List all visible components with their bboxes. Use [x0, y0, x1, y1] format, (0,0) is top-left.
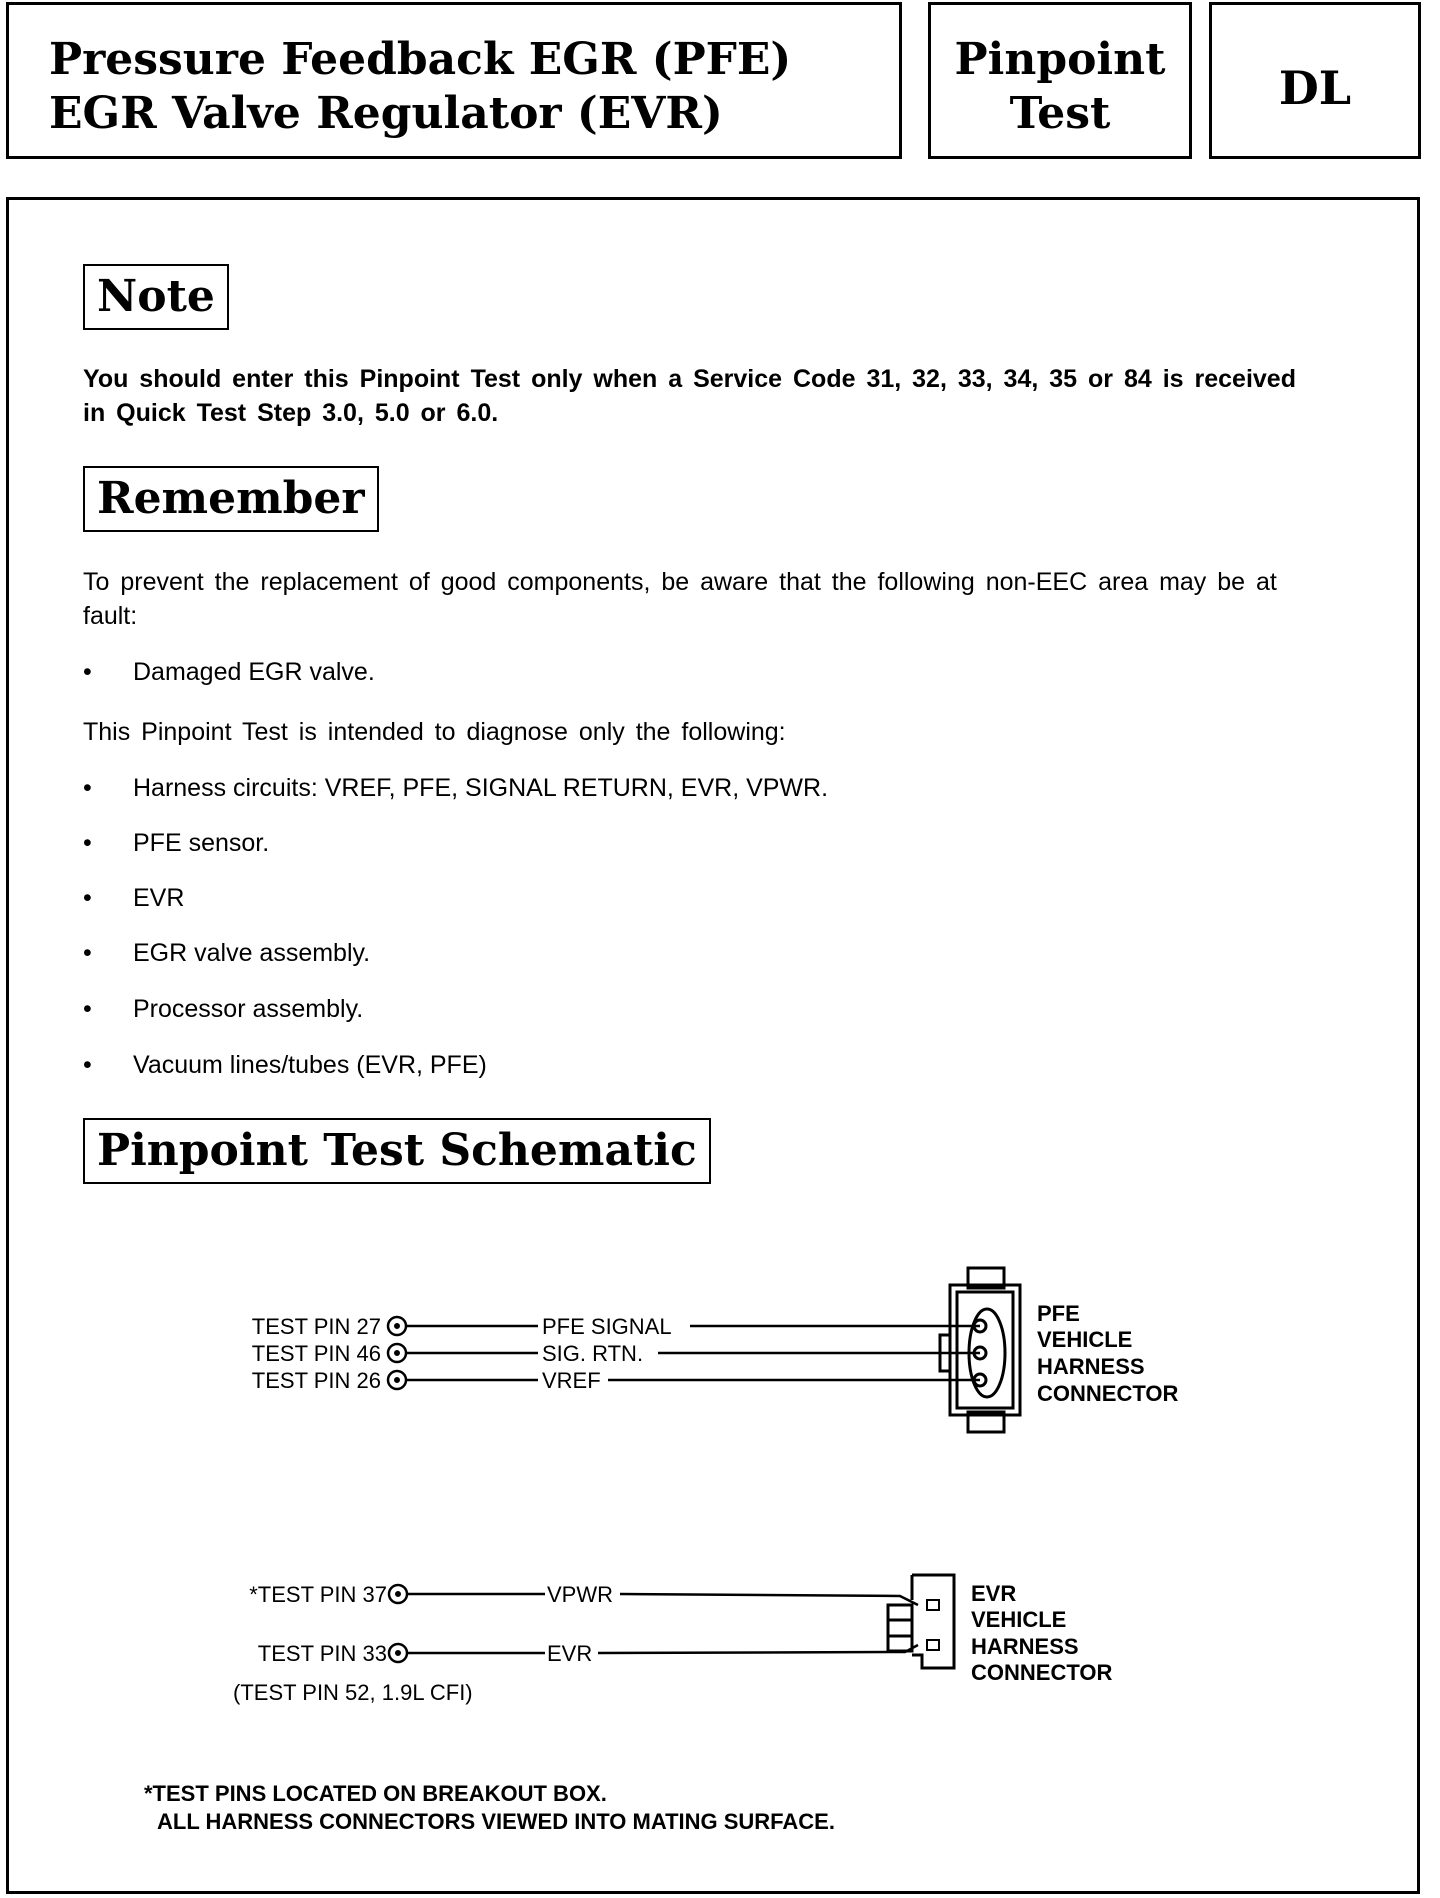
- remember-intro: To prevent the replacement of good components, be aware that the following non-EEC area may be at fault:: [83, 568, 1277, 630]
- pfe-pin-row: [252, 1341, 980, 1366]
- header-type-line2: Test: [1009, 88, 1111, 139]
- bullet-icon: •: [83, 658, 92, 686]
- evr-connector-label: HARNESS: [971, 1634, 1079, 1659]
- pfe-connector-label: VEHICLE: [1037, 1327, 1133, 1352]
- list-item: • Vacuum lines/tubes (EVR, PFE): [83, 1048, 487, 1082]
- bullet-icon: •: [83, 774, 92, 802]
- pfe-pin-row: [252, 1368, 980, 1393]
- signal-label: EVR: [547, 1641, 593, 1666]
- header-type-line1: Pinpoint: [954, 34, 1166, 85]
- evr-connector-label: EVR: [971, 1581, 1017, 1606]
- note-heading: Note: [83, 264, 229, 330]
- signal-label: PFE SIGNAL: [542, 1314, 672, 1339]
- pfe-connector-label: PFE: [1037, 1301, 1080, 1326]
- list-item: • Damaged EGR valve.: [83, 655, 375, 689]
- list-item: • Processor assembly.: [83, 992, 363, 1026]
- evr-pin-row: [258, 1641, 918, 1666]
- pin-label: TEST PIN 26: [251, 1368, 381, 1393]
- evr-pin-row: [249, 1582, 918, 1607]
- bullet-icon: •: [83, 884, 92, 912]
- signal-label: VREF: [542, 1368, 601, 1393]
- note-text: You should enter this Pinpoint Test only when a Service Code 31, 32, 33, 34, 35 or 84 is received in Quick Test Step 3.0, 5.0 or 6.0.: [83, 365, 1296, 427]
- pin-label: TEST PIN 33: [257, 1641, 387, 1666]
- pfe-connector-icon: [940, 1268, 1020, 1432]
- signal-label: SIG. RTN.: [542, 1341, 644, 1366]
- evr-connector-label: CONNECTOR: [971, 1660, 1113, 1685]
- pfe-connector-label: HARNESS: [1037, 1354, 1145, 1379]
- header-code: DL: [1278, 61, 1352, 115]
- pin-label: TEST PIN 46: [251, 1341, 381, 1366]
- diagnose-intro: This Pinpoint Test is intended to diagnose only the following:: [83, 718, 786, 746]
- footnote-line1: *TEST PINS LOCATED ON BREAKOUT BOX.: [144, 1781, 607, 1806]
- list-item: • EVR: [83, 881, 184, 915]
- schematic-heading: Pinpoint Test Schematic: [83, 1118, 711, 1184]
- list-item: • PFE sensor.: [83, 826, 269, 860]
- signal-label: VPWR: [547, 1582, 613, 1607]
- remember-heading: Remember: [83, 466, 379, 532]
- evr-pin-note: (TEST PIN 52, 1.9L CFI): [233, 1680, 473, 1705]
- evr-connector-icon: [888, 1575, 954, 1668]
- footnote-line2: ALL HARNESS CONNECTORS VIEWED INTO MATING SURFACE.: [157, 1809, 835, 1834]
- list-item: • Harness circuits: VREF, PFE, SIGNAL RETURN, EVR, VPWR.: [83, 771, 828, 805]
- header-title-line1: Pressure Feedback EGR (PFE): [49, 34, 792, 85]
- bullet-icon: •: [83, 1051, 92, 1079]
- pin-label: *TEST PIN 37: [249, 1582, 387, 1607]
- bullet-icon: •: [83, 829, 92, 857]
- pfe-connector-label: CONNECTOR: [1037, 1381, 1179, 1406]
- header-title-line2: EGR Valve Regulator (EVR): [49, 88, 723, 139]
- pin-label: TEST PIN 27: [251, 1314, 381, 1339]
- bullet-icon: •: [83, 939, 92, 967]
- list-item: • EGR valve assembly.: [83, 936, 370, 970]
- evr-connector-label: VEHICLE: [971, 1607, 1067, 1632]
- pfe-pin-row: [252, 1314, 980, 1339]
- bullet-icon: •: [83, 995, 92, 1023]
